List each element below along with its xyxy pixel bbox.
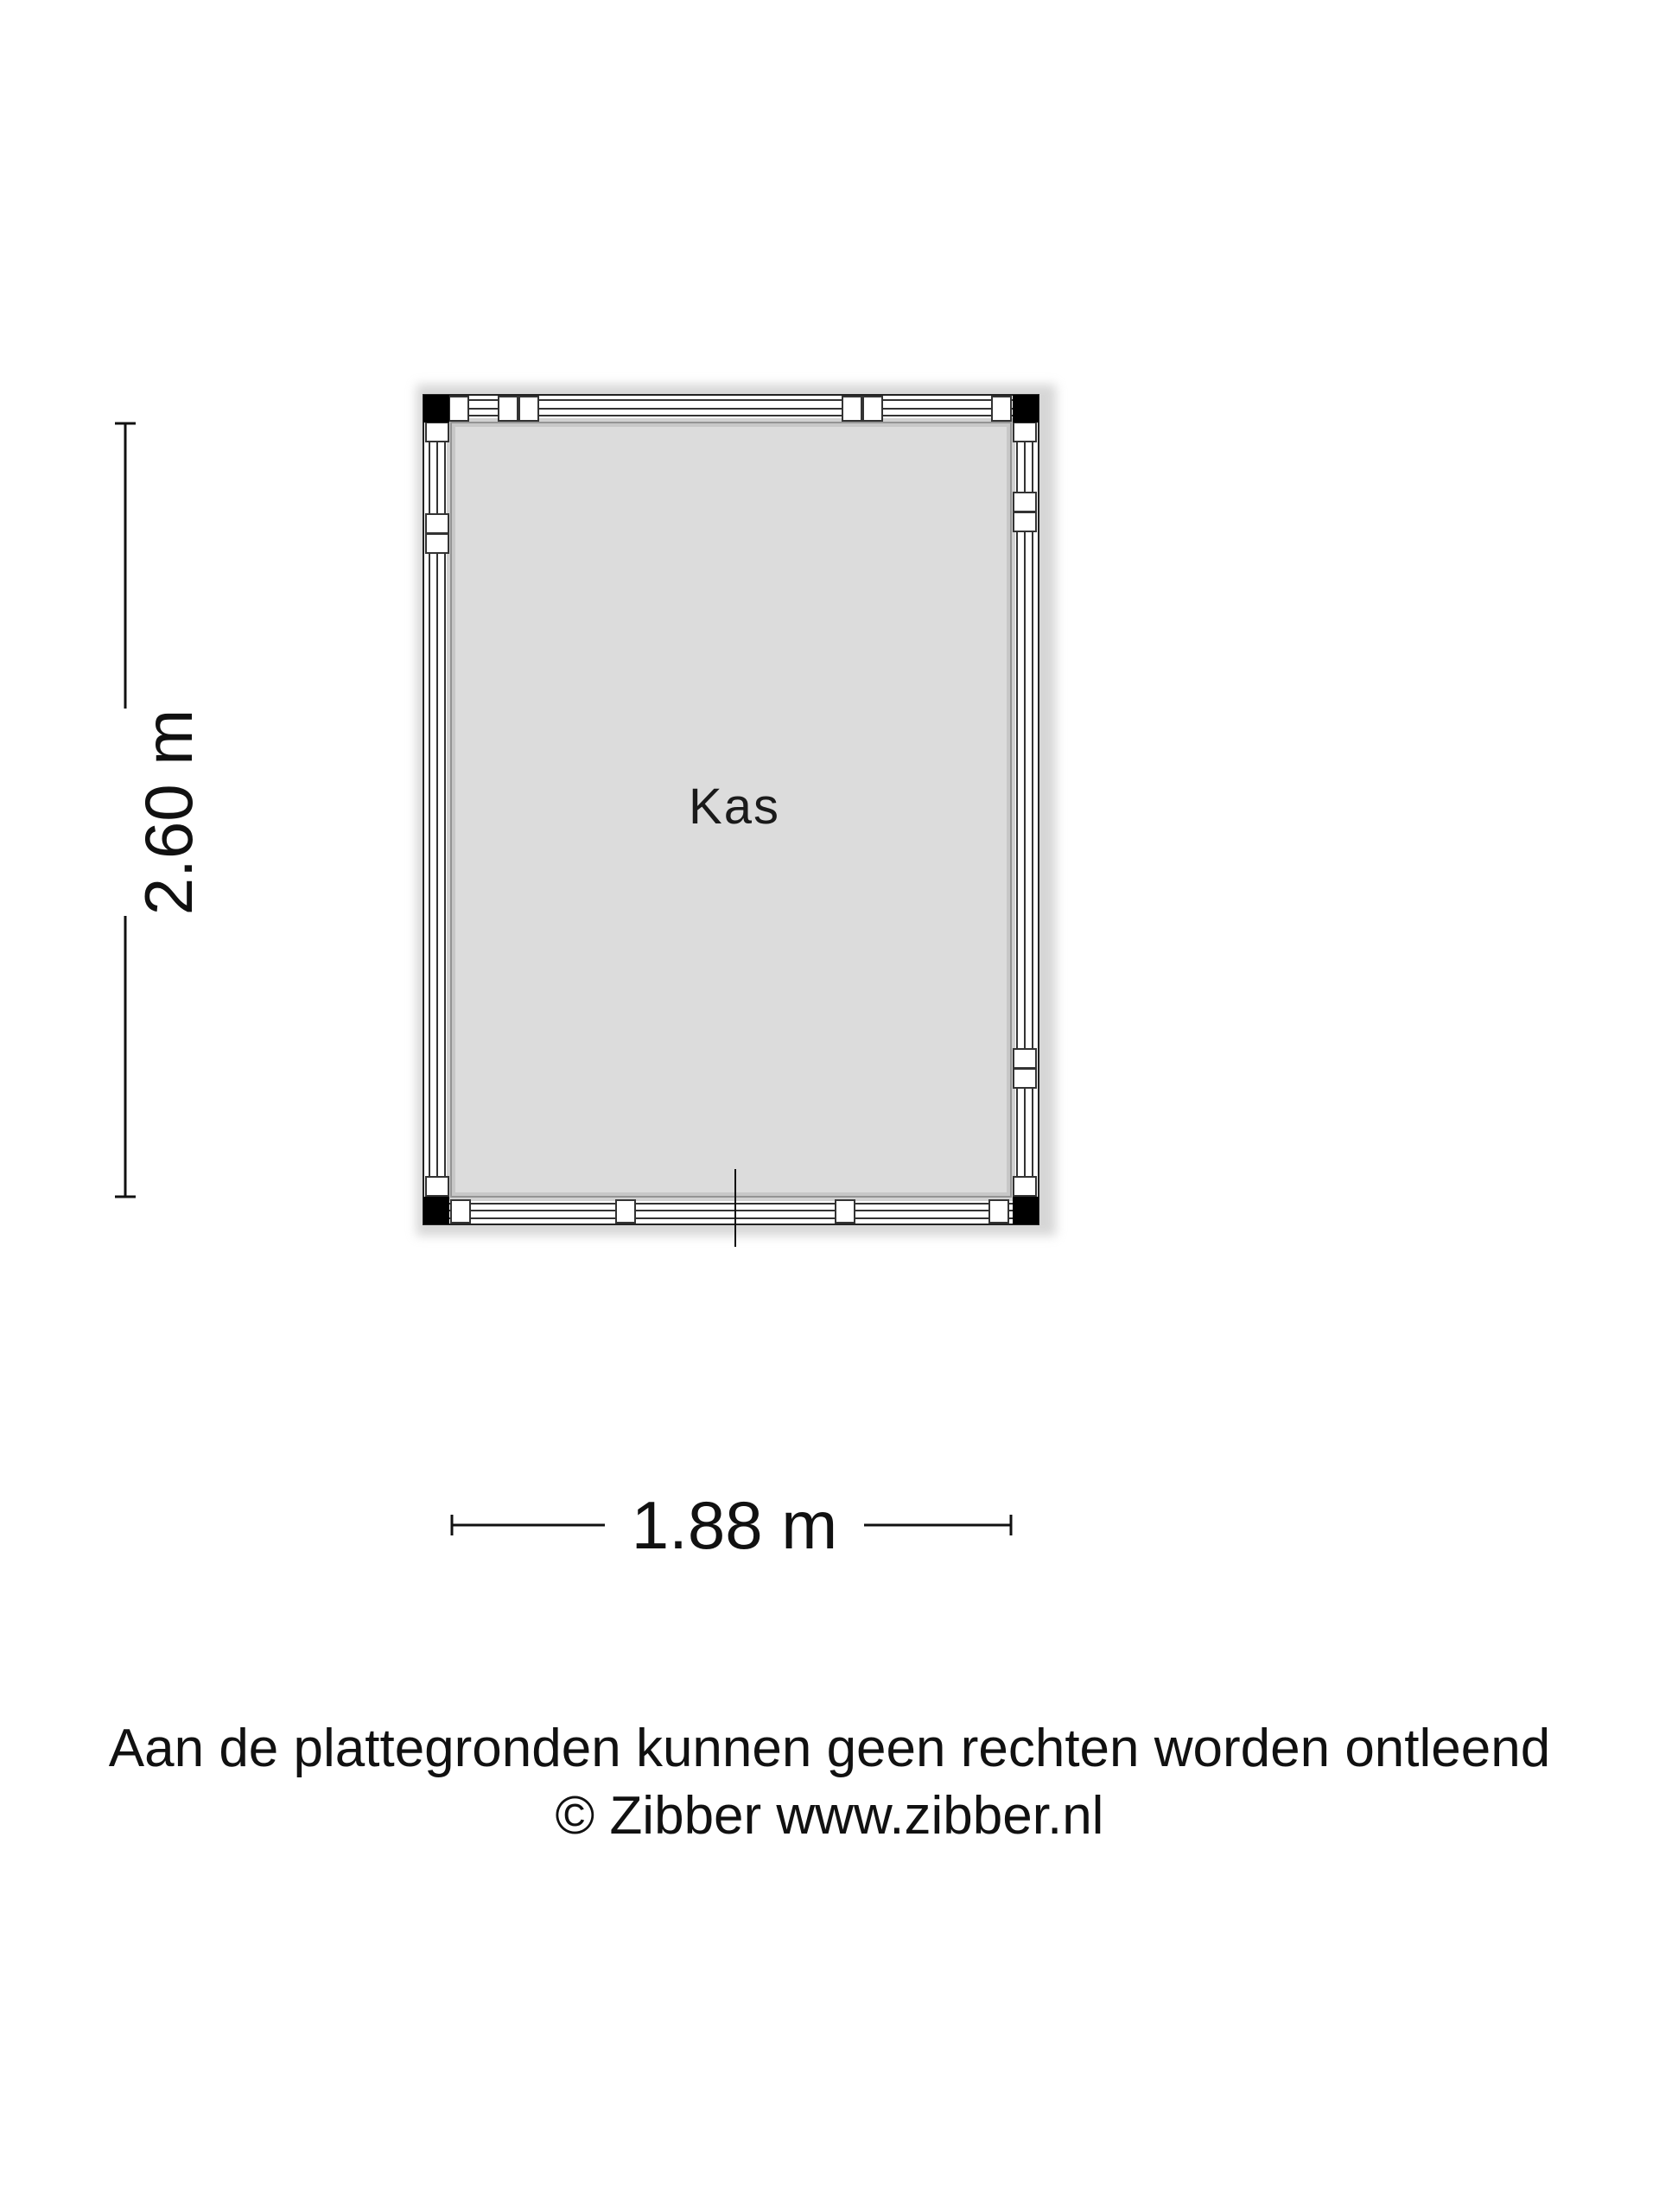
corner-post-bottom-right — [1013, 1197, 1039, 1224]
copyright-text: © Zibber www.zibber.nl — [555, 1786, 1104, 1846]
height-dimension-label: 2.60 m — [117, 709, 220, 916]
corner-post-bottom-left — [423, 1197, 449, 1224]
corner-post-top-right — [1013, 395, 1039, 423]
footer-notice — [0, 1715, 1659, 1850]
disclaimer-text: Aan de plattegronden kunnen geen rechten worden ontleend — [108, 1719, 1551, 1778]
room-label-kas: Kas — [689, 779, 780, 835]
wall-right — [1014, 423, 1036, 1197]
wall-left — [426, 423, 448, 1197]
width-dimension-label: 1.88 m — [605, 1478, 864, 1573]
corner-post-top-left — [423, 395, 449, 423]
